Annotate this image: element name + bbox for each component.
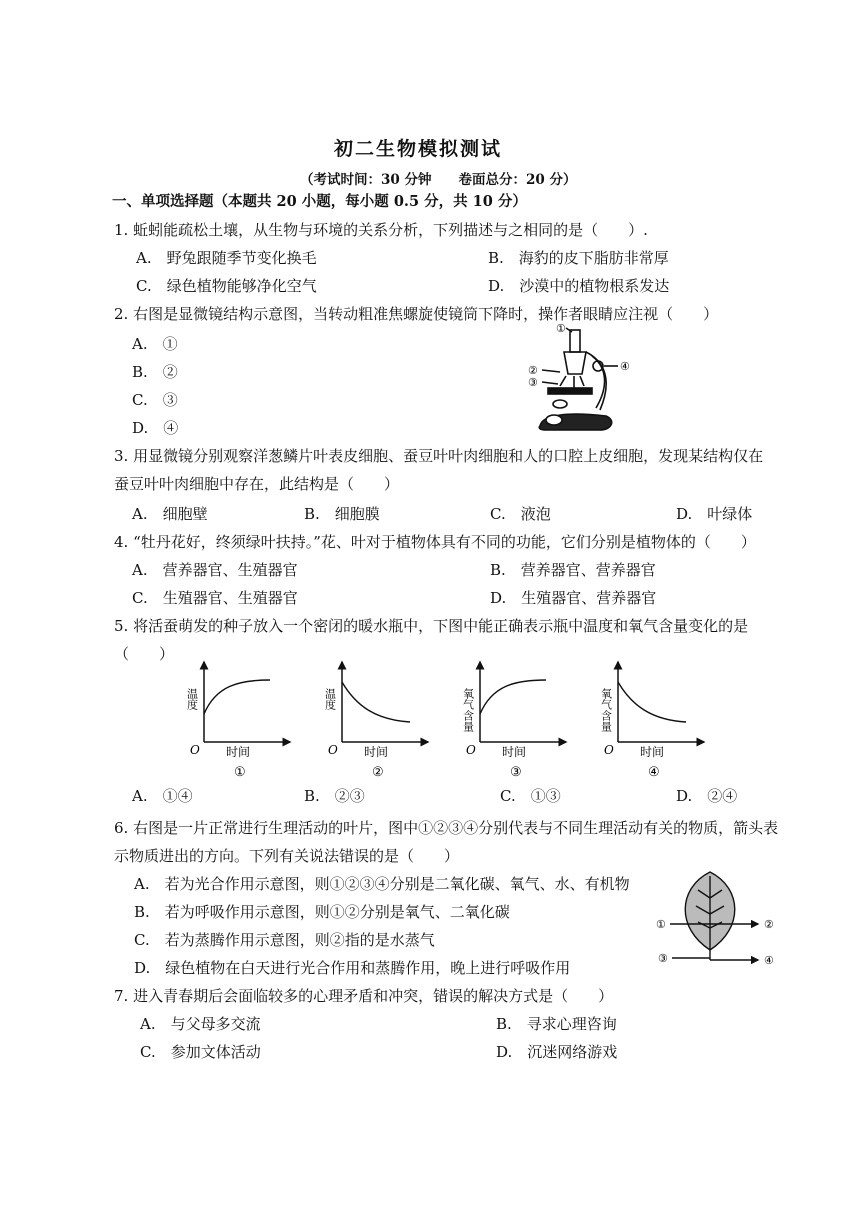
question-7-option-c: C. 参加文体活动 xyxy=(140,1043,261,1061)
question-5-option-c: C. ①③ xyxy=(500,787,561,805)
stage xyxy=(548,388,592,394)
objectives xyxy=(560,376,584,388)
question-6-stem-line-2: 示物质进出的方向。下列有关说法错误的是（ ） xyxy=(114,847,460,865)
graph-4 xyxy=(600,662,705,780)
graph-1-number: ① xyxy=(234,765,246,780)
question-4-stem: 4. “牡丹花好，终须绿叶扶持。”花、叶对于植物体具有不同的功能，它们分别是植物体的（ ） xyxy=(114,533,756,551)
microscope-label-3: ③ xyxy=(528,376,538,389)
microscope-label-1: ① xyxy=(556,322,566,335)
question-5-graphs xyxy=(180,652,750,782)
question-3-option-a: A. 细胞壁 xyxy=(132,505,208,523)
question-4-option-d: D. 生殖器官、营养器官 xyxy=(490,589,657,607)
question-3-stem-line-1: 3. 用显微镜分别观察洋葱鳞片叶表皮细胞、蚕豆叶叶肉细胞和人的口腔上皮细胞，发现某结构仅在 xyxy=(114,447,764,465)
question-5-stem-line-2: （ ） xyxy=(114,645,175,663)
leaf-diagram xyxy=(652,868,780,972)
question-5-option-a: A. ①④ xyxy=(132,787,193,805)
graph-1-origin: O xyxy=(190,743,200,757)
graph-3-curve xyxy=(480,680,546,714)
graph-4-x-label: 时间 xyxy=(640,745,665,759)
question-3-option-b: B. 细胞膜 xyxy=(304,505,380,523)
question-6-stem-line-1: 6. 右图是一片正常进行生理活动的叶片，图中①②③④分别代表与不同生理活动有关的物质，箭头表 xyxy=(114,819,779,837)
question-5-option-d: D. ②④ xyxy=(676,787,738,805)
eyepiece xyxy=(570,330,580,352)
graph-2-number: ② xyxy=(372,765,384,780)
question-2-option-a: A. ① xyxy=(132,335,178,353)
question-3-stem-line-2: 蚕豆叶叶肉细胞中存在，此结构是（ ） xyxy=(114,475,400,493)
microscope-diagram xyxy=(520,322,640,440)
graph-3-origin: O xyxy=(466,743,476,757)
question-6-option-a: A. 若为光合作用示意图，则①②③④分别是二氧化碳、氧气、水、有机物 xyxy=(134,875,630,893)
graph-3-x-label: 时间 xyxy=(502,745,527,759)
question-6-option-b: B. 若为呼吸作用示意图，则①②分别是氧气、二氧化碳 xyxy=(134,903,510,921)
question-6-option-c: C. 若为蒸腾作用示意图，则②指的是水蒸气 xyxy=(134,931,435,949)
question-1-option-b: B. 海豹的皮下脂肪非常厚 xyxy=(488,249,669,267)
graph-4-number: ④ xyxy=(648,765,660,780)
question-7-option-d: D. 沉迷网络游戏 xyxy=(496,1043,618,1061)
graph-1 xyxy=(186,662,291,780)
question-4-option-a: A. 营养器官、生殖器官 xyxy=(132,561,298,579)
graph-1-curve xyxy=(204,680,270,714)
question-1-option-d: D. 沙漠中的植物根系发达 xyxy=(488,277,670,295)
graph-3-y-label: 氧气含量 xyxy=(461,688,475,732)
question-5-stem-line-1: 5. 将活蚕萌发的种子放入一个密闭的暖水瓶中，下图中能正确表示瓶中温度和氧气含量变化的是 xyxy=(114,617,749,635)
graph-2-y-label: 温度 xyxy=(323,688,337,710)
graph-3 xyxy=(462,662,567,780)
graph-2 xyxy=(324,662,429,780)
question-2-option-d: D. ④ xyxy=(132,419,179,437)
question-4-option-c: C. 生殖器官、生殖器官 xyxy=(132,589,298,607)
question-1-option-a: A. 野兔跟随季节变化换毛 xyxy=(136,249,317,267)
graph-4-y-label: 氧气含量 xyxy=(599,688,613,732)
barrel xyxy=(564,352,586,374)
section-heading: 一、单项选择题（本题共 20 小题，每小题 0.5 分，共 10 分） xyxy=(112,193,527,210)
leaf-label-1: ① xyxy=(656,918,666,931)
mirror xyxy=(553,400,567,408)
question-1-stem: 1. 蚯蚓能疏松土壤，从生物与环境的关系分析，下列描述与之相同的是（ ）. xyxy=(114,221,648,239)
exam-info: （考试时间：30 分钟 卷面总分：20 分） xyxy=(300,172,577,188)
graph-1-y-label: 温度 xyxy=(185,688,199,710)
microscope-label-4: ④ xyxy=(620,360,630,373)
question-2-stem: 2. 右图是显微镜结构示意图，当转动粗准焦螺旋使镜筒下降时，操作者眼睛应注视（ ） xyxy=(114,305,719,323)
leaf-label-3: ③ xyxy=(658,952,668,965)
question-6-option-d: D. 绿色植物在白天进行光合作用和蒸腾作用，晚上进行呼吸作用 xyxy=(134,959,571,977)
graph-2-x-label: 时间 xyxy=(364,745,389,759)
graph-2-origin: O xyxy=(328,743,338,757)
question-7-option-b: B. 寻求心理咨询 xyxy=(496,1015,617,1033)
question-2-option-c: C. ③ xyxy=(132,391,178,409)
page-title: 初二生物模拟测试 xyxy=(334,138,503,160)
question-4-option-b: B. 营养器官、营养器官 xyxy=(490,561,656,579)
graph-3-number: ③ xyxy=(510,765,522,780)
question-5-option-b: B. ②③ xyxy=(304,787,365,805)
graph-4-origin: O xyxy=(604,743,614,757)
question-3-option-d: D. 叶绿体 xyxy=(676,505,753,523)
question-2-option-b: B. ② xyxy=(132,363,178,381)
graph-4-curve xyxy=(618,682,686,722)
microscope-label-2: ② xyxy=(528,364,538,377)
question-1-option-c: C. 绿色植物能够净化空气 xyxy=(136,277,317,295)
question-7-stem: 7. 进入青春期后会面临较多的心理矛盾和冲突，错误的解决方式是（ ） xyxy=(114,987,614,1005)
question-3-option-c: C. 液泡 xyxy=(490,505,551,523)
graph-2-curve xyxy=(342,682,410,722)
question-7-option-a: A. 与父母多交流 xyxy=(140,1015,261,1033)
leaf-label-2: ② xyxy=(764,918,774,931)
graph-1-x-label: 时间 xyxy=(226,745,251,759)
leaf-label-4: ④ xyxy=(764,954,774,967)
